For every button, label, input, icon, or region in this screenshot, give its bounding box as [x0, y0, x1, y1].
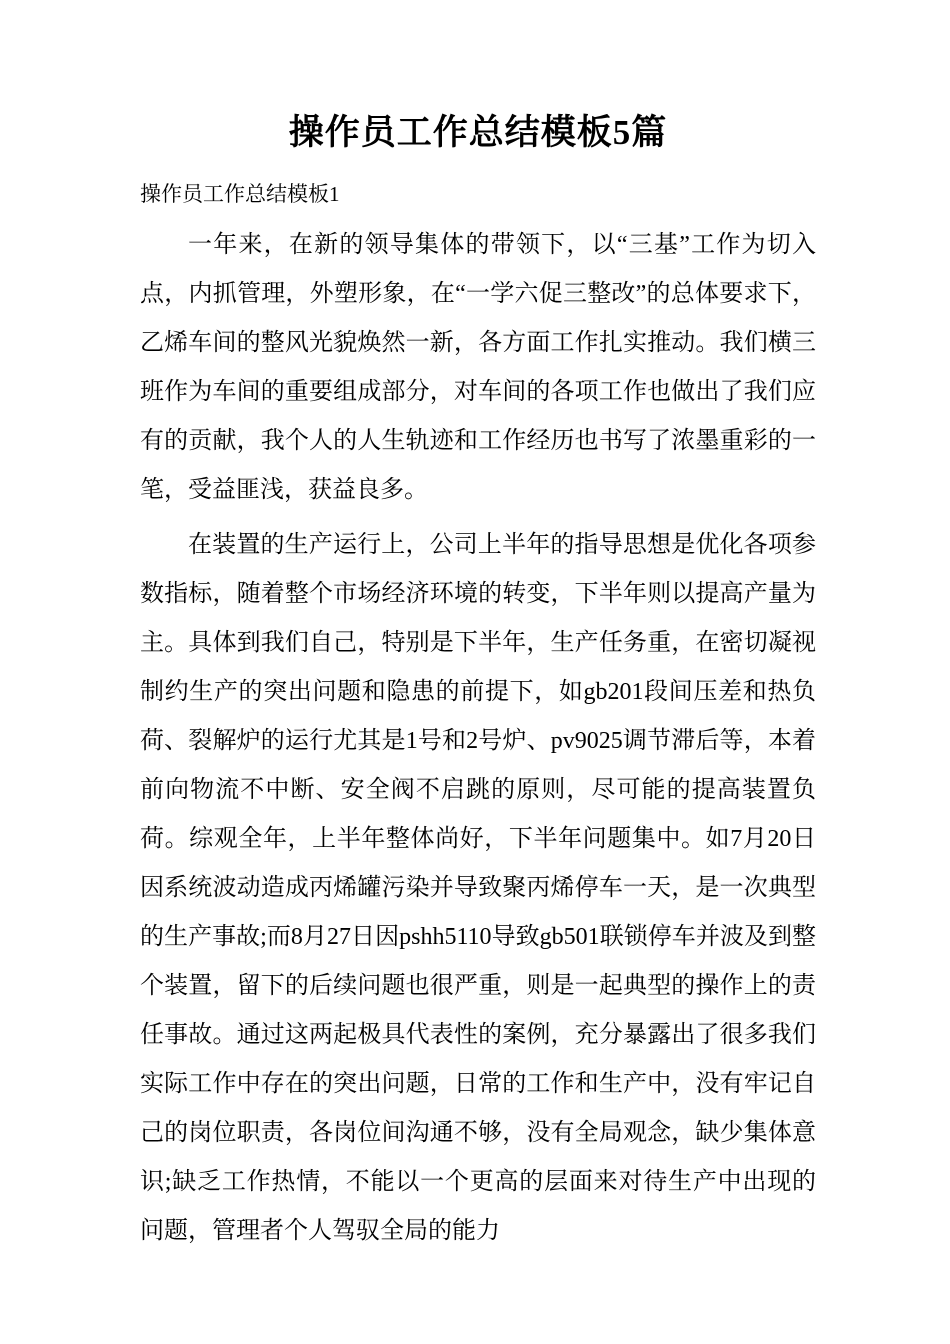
- body-paragraph-2: 在装置的生产运行上，公司上半年的指导思想是优化各项参数指标，随着整个市场经济环境的转变，下半年则以提高产量为主。具体到我们自己，特别是下半年，生产任务重，在密切凝视制约生产的突出问题和隐患的前提下，如gb201段间压差和热负荷、裂解炉的运行尤其是1号和2号炉、pv9025调节滞后等，本着前向物流不中断、安全阀不启跳的原则，尽可能的提高装置负荷。综观全年，上半年整体尚好，下半年问题集中。如7月20日因系统波动造成丙烯罐污染并导致聚丙烯停车一天，是一次典型的生产事故;而8月27日因pshh5110导致gb501联锁停车并波及到整个装置，留下的后续问题也很严重，则是一起典型的操作上的责任事故。通过这两起极具代表性的案例，充分暴露出了很多我们实际工作中存在的突出问题，日常的工作和生产中，没有牢记自己的岗位职责，各岗位间沟通不够，没有全局观念，缺少集体意识;缺乏工作热情，不能以一个更高的层面来对待生产中出现的问题，管理者个人驾驭全局的能力: [140, 532, 816, 1245]
- body-paragraph-1: 一年来，在新的领导集体的带领下，以“三基”工作为切入点，内抓管理，外塑形象，在“一学六促三整改”的总体要求下，乙烯车间的整风光貌焕然一新，各方面工作扎实推动。我们横三班作为车间的重要组成部分，对车间的各项工作也做出了我们应有的贡献，我个人的人生轨迹和工作经历也书写了浓墨重彩的一笔，受益匪浅，获益良多。: [140, 232, 816, 504]
- document-subtitle: 操作员工作总结模板1: [140, 182, 340, 206]
- document-title: 操作员工作总结模板5篇: [288, 113, 668, 152]
